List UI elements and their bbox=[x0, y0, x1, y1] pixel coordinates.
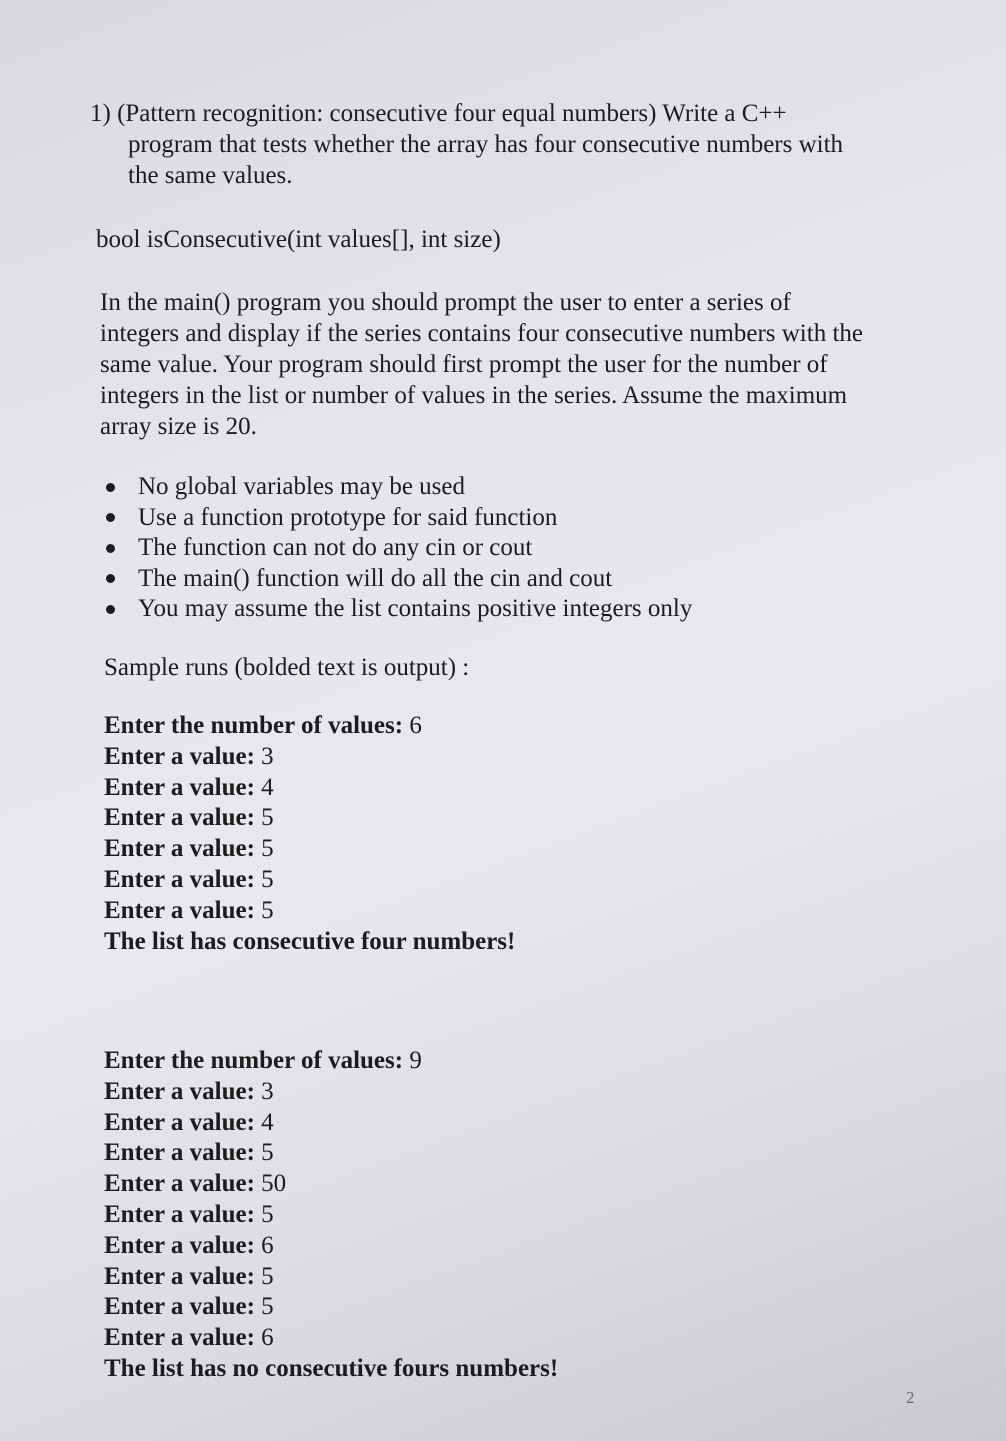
run-line bbox=[104, 742, 515, 773]
run-value: 5 bbox=[261, 1262, 274, 1290]
rules-list bbox=[104, 472, 692, 625]
run-value: 6 bbox=[261, 1324, 274, 1352]
description-line: integers and display if the series contains four consecutive numbers with the bbox=[100, 320, 863, 347]
run-line bbox=[104, 1138, 558, 1169]
run-prompt: Enter a value: bbox=[104, 1293, 255, 1321]
bullet-icon bbox=[106, 605, 115, 614]
description-line: integers in the list or number of values in the series. Assume the maximum bbox=[100, 382, 848, 409]
rule-item bbox=[104, 472, 692, 503]
run-line bbox=[104, 865, 515, 896]
rule-text: You may assume the list contains positive integers only bbox=[138, 595, 693, 622]
sample-runs-heading: Sample runs (bolded text is output) : bbox=[104, 654, 470, 681]
run-result bbox=[104, 927, 515, 958]
run-line bbox=[104, 711, 515, 742]
run-value: 6 bbox=[409, 712, 422, 739]
rule-text: No global variables may be used bbox=[138, 473, 465, 500]
rule-text: The function can not do any cin or cout bbox=[138, 534, 533, 561]
rule-item bbox=[104, 503, 692, 534]
run-prompt: Enter a value: bbox=[104, 804, 255, 832]
run-value: 5 bbox=[261, 1293, 274, 1321]
problem-line: the same values. bbox=[128, 162, 293, 189]
run-value: 5 bbox=[261, 896, 274, 924]
description-line: array size is 20. bbox=[100, 413, 257, 440]
run-value: 4 bbox=[261, 773, 274, 801]
bullet-icon bbox=[106, 544, 115, 553]
run-line bbox=[104, 896, 515, 927]
run-prompt: Enter a value: bbox=[104, 835, 255, 863]
rule-text: Use a function prototype for said function bbox=[138, 503, 558, 531]
run-prompt: Enter a value: bbox=[104, 1262, 255, 1290]
rule-item bbox=[104, 594, 692, 625]
run-value: 9 bbox=[409, 1047, 422, 1074]
run-line bbox=[104, 803, 515, 834]
run-value: 6 bbox=[261, 1231, 274, 1259]
run-result bbox=[104, 1354, 558, 1385]
run-line bbox=[104, 1323, 558, 1354]
bullet-icon bbox=[106, 483, 115, 492]
run-line bbox=[104, 773, 515, 804]
problem-line: 1) (Pattern recognition: consecutive four equal numbers) Write a C++ bbox=[90, 100, 787, 127]
bullet-icon bbox=[106, 574, 115, 583]
run-line bbox=[104, 1077, 558, 1108]
run-value: 5 bbox=[261, 1200, 274, 1228]
run-prompt: Enter a value: bbox=[104, 1108, 255, 1136]
description-line: In the main() program you should prompt the user to enter a series of bbox=[100, 289, 791, 316]
run-prompt: Enter a value: bbox=[104, 896, 255, 924]
run-prompt: Enter a value: bbox=[104, 1200, 255, 1228]
run-value: 5 bbox=[261, 804, 274, 832]
page-number: 2 bbox=[906, 1388, 915, 1407]
run-prompt: Enter a value: bbox=[104, 1170, 255, 1198]
run-line bbox=[104, 1292, 558, 1323]
rule-text: The main() function will do all the cin and cout bbox=[138, 564, 613, 592]
problem-line: program that tests whether the array has four consecutive numbers with bbox=[128, 131, 844, 158]
rule-item bbox=[104, 564, 692, 595]
bullet-icon bbox=[106, 513, 115, 522]
run-line bbox=[104, 1169, 558, 1200]
run-prompt: Enter a value: bbox=[104, 1077, 255, 1105]
sample-run-2 bbox=[104, 1046, 558, 1385]
problem-statement bbox=[90, 98, 910, 191]
run-prompt: Enter a value: bbox=[104, 1324, 255, 1352]
run-prompt: Enter a value: bbox=[104, 1139, 255, 1167]
run-value: 4 bbox=[261, 1108, 274, 1136]
run-value: 5 bbox=[261, 835, 274, 863]
sample-run-1 bbox=[104, 711, 515, 957]
run-prompt: Enter a value: bbox=[104, 773, 255, 801]
description-line: same value. Your program should first prompt the user for the number of bbox=[100, 351, 828, 378]
run-prompt: Enter a value: bbox=[104, 742, 255, 770]
run-value: 5 bbox=[261, 1139, 274, 1167]
rule-item bbox=[104, 533, 692, 564]
run-line bbox=[104, 1046, 558, 1077]
run-line bbox=[104, 1200, 558, 1231]
run-value: 50 bbox=[261, 1170, 287, 1198]
run-prompt: Enter the number of values: bbox=[104, 1047, 404, 1074]
run-prompt: Enter a value: bbox=[104, 865, 255, 893]
function-signature: bool isConsecutive(int values[], int size) bbox=[96, 226, 501, 253]
run-result-text: The list has no consecutive fours numbers! bbox=[104, 1354, 559, 1382]
run-line bbox=[104, 1231, 558, 1262]
run-line bbox=[104, 1262, 558, 1293]
run-result-text: The list has consecutive four numbers! bbox=[104, 927, 516, 955]
run-prompt: Enter a value: bbox=[104, 1231, 255, 1259]
run-value: 3 bbox=[261, 1077, 274, 1105]
run-value: 5 bbox=[261, 865, 274, 893]
run-line bbox=[104, 1108, 558, 1139]
description-paragraph bbox=[100, 287, 920, 442]
run-value: 3 bbox=[261, 742, 274, 770]
run-line bbox=[104, 834, 515, 865]
run-prompt: Enter the number of values: bbox=[104, 712, 404, 739]
